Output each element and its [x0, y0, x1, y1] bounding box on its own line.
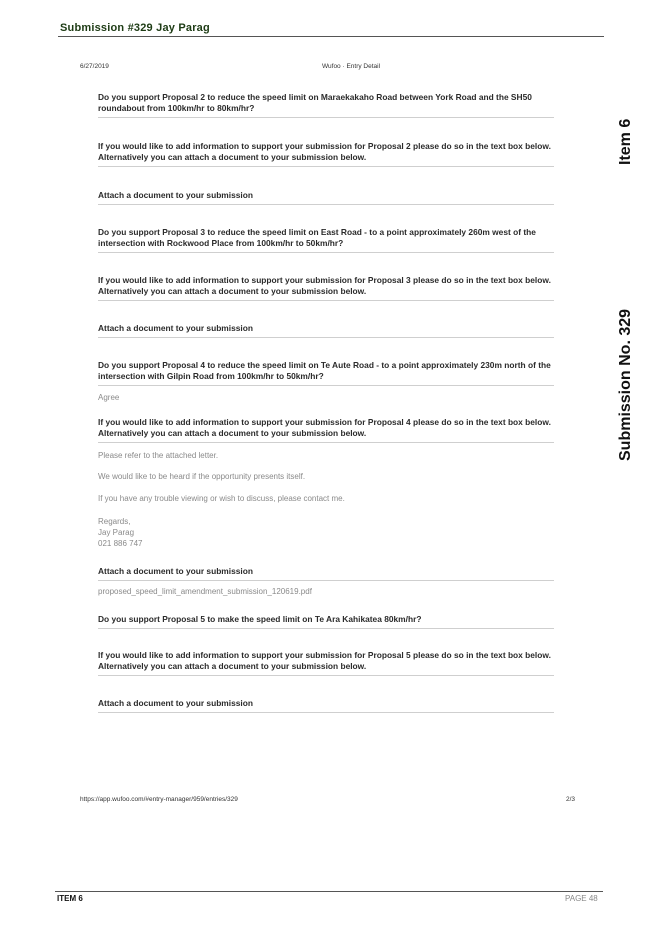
- signature-regards: Regards,: [98, 517, 131, 526]
- question-attach-5: Attach a document to your submission: [98, 698, 554, 713]
- question-info-proposal-5: If you would like to add information to support your submission for Proposal 5 please do so in the text box below. Alternatively you can attach a document to your submission below.: [98, 650, 554, 676]
- side-label-submission: Submission No. 329: [617, 308, 634, 461]
- question-attach-2: Attach a document to your submission: [98, 190, 554, 205]
- answer-info-p2: We would like to be heard if the opportunity presents itself.: [98, 472, 306, 481]
- question-info-proposal-4: If you would like to add information to support your submission for Proposal 4 please do so in the text box below. Alternatively you can attach a document to your submission below.: [98, 417, 554, 443]
- print-url: https://app.wufoo.com/#entry-manager/959/entries/329: [80, 796, 238, 803]
- question-info-proposal-3: If you would like to add information to support your submission for Proposal 3 please do so in the text box below. Alternatively you can attach a document to your submission below.: [98, 275, 554, 301]
- question-proposal-5: Do you support Proposal 5 to make the speed limit on Te Ara Kahikatea 80km/hr?: [98, 614, 554, 629]
- header-rule: [58, 36, 604, 37]
- answer-info-p1: Please refer to the attached letter.: [98, 451, 219, 460]
- question-attach-4: Attach a document to your submission: [98, 566, 554, 581]
- print-date: 6/27/2019: [80, 63, 109, 70]
- question-proposal-2: Do you support Proposal 2 to reduce the speed limit on Maraekakaho Road between York Road and the SH50 roundabout from 100km/hr to 80km/hr?: [98, 92, 554, 118]
- footer-item: ITEM 6: [57, 894, 83, 903]
- question-proposal-3: Do you support Proposal 3 to reduce the speed limit on East Road - to a point approximately 260m west of the intersection with Rockwood Place from 100km/hr to 50km/hr?: [98, 227, 554, 253]
- side-label-item: Item 6: [617, 118, 634, 165]
- footer-rule: [55, 891, 603, 892]
- answer-info-p3: If you have any trouble viewing or wish to discuss, please contact me.: [98, 494, 345, 503]
- attachment-filename[interactable]: proposed_speed_limit_amendment_submission_120619.pdf: [98, 587, 312, 596]
- print-page-number: 2/3: [566, 796, 576, 803]
- submission-title: Submission #329 Jay Parag: [60, 22, 210, 34]
- question-info-proposal-2: If you would like to add information to support your submission for Proposal 2 please do so in the text box below. Alternatively you can attach a document to your submission below.: [98, 141, 554, 167]
- question-proposal-4: Do you support Proposal 4 to reduce the speed limit on Te Aute Road - to a point approximately 230m north of the intersection with Gilpin Road from 100km/hr to 50km/hr?: [98, 360, 554, 386]
- signature-name: Jay Parag: [98, 528, 135, 537]
- question-attach-3: Attach a document to your submission: [98, 323, 554, 338]
- signature-phone: 021 886 747: [98, 539, 143, 548]
- footer-page: PAGE 48: [565, 894, 598, 903]
- print-title: Wufoo · Entry Detail: [322, 63, 381, 70]
- answer-proposal-4: Agree: [98, 393, 120, 402]
